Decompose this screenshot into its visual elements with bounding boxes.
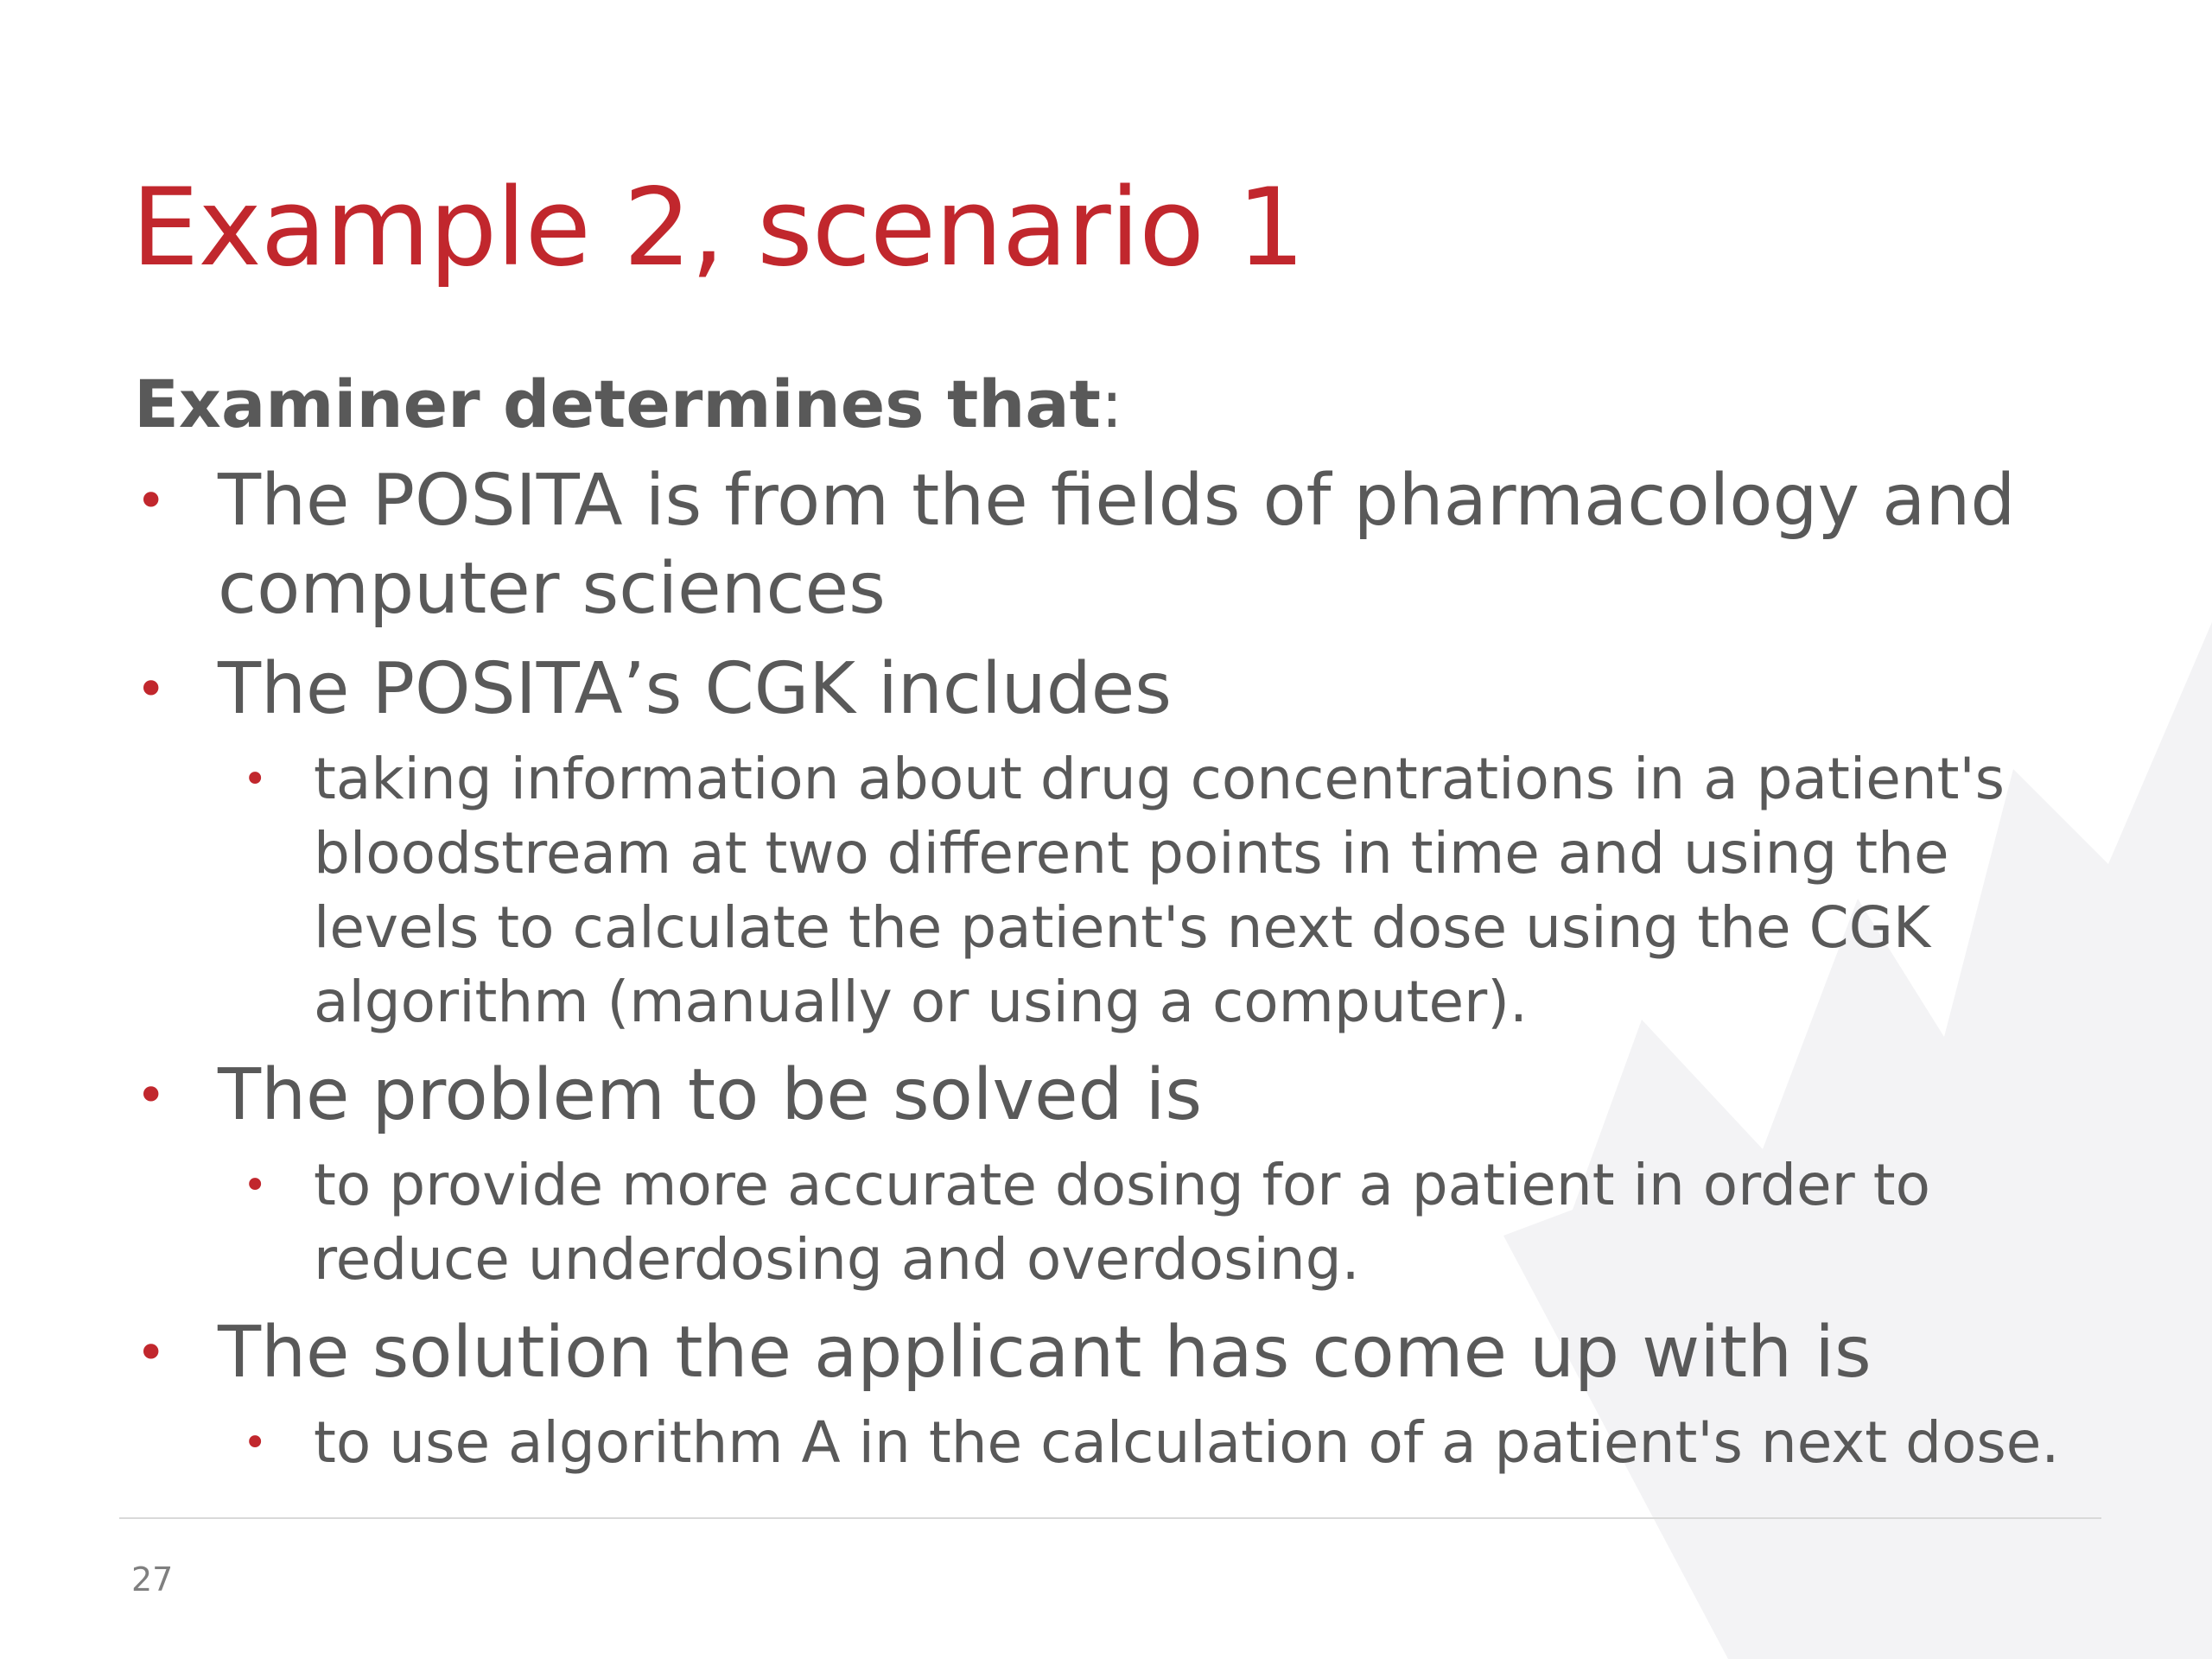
page-number: 27 bbox=[131, 1560, 174, 1599]
sub-bullet-item-text: to provide more accurate dosing for a patient in order to reduce underdosing and overdosing. bbox=[314, 1152, 1930, 1293]
bullet-icon: • bbox=[136, 471, 167, 531]
sub-bullet-item-text: to use algorithm A in the calculation of a patient's next dose. bbox=[314, 1409, 2060, 1476]
bullet-item bbox=[134, 1052, 2121, 1140]
bullet-item-text: The POSITA’s CGK includes bbox=[218, 648, 1172, 730]
lead-heading-bold: Examiner determines that bbox=[134, 365, 1101, 442]
bullet-item bbox=[134, 457, 2121, 633]
bullet-item-text: The POSITA is from the fields of pharmacology and computer sciences bbox=[218, 460, 2016, 630]
bullet-icon: • bbox=[136, 659, 167, 720]
bullet-icon: • bbox=[136, 1323, 167, 1383]
bullet-item-text: The problem to be solved is bbox=[218, 1054, 1203, 1136]
bullet-icon: • bbox=[136, 1065, 167, 1126]
sub-bullet-item-text: taking information about drug concentrations in a patient's bloodstream at two different points in time and using the levels to calculate the patient's next dose using the CGK algorithm (manually or using a computer). bbox=[314, 746, 2005, 1035]
sub-bullet-item bbox=[134, 1148, 2121, 1297]
lead-heading bbox=[134, 363, 2121, 445]
bullet-icon: • bbox=[243, 755, 268, 804]
slide-body bbox=[134, 363, 2121, 1480]
bullet-item bbox=[134, 645, 2121, 734]
sub-bullet-item bbox=[134, 742, 2121, 1039]
bullet-icon: • bbox=[243, 1161, 268, 1210]
lead-heading-colon: : bbox=[1101, 365, 1123, 442]
page-title: Example 2, scenario 1 bbox=[131, 166, 1305, 290]
bullet-icon: • bbox=[243, 1419, 268, 1467]
sub-bullet-item bbox=[134, 1406, 2121, 1480]
bullet-item-text: The solution the applicant has come up with is bbox=[218, 1312, 1872, 1394]
bullet-item bbox=[134, 1309, 2121, 1397]
footer-divider bbox=[119, 1517, 2101, 1519]
